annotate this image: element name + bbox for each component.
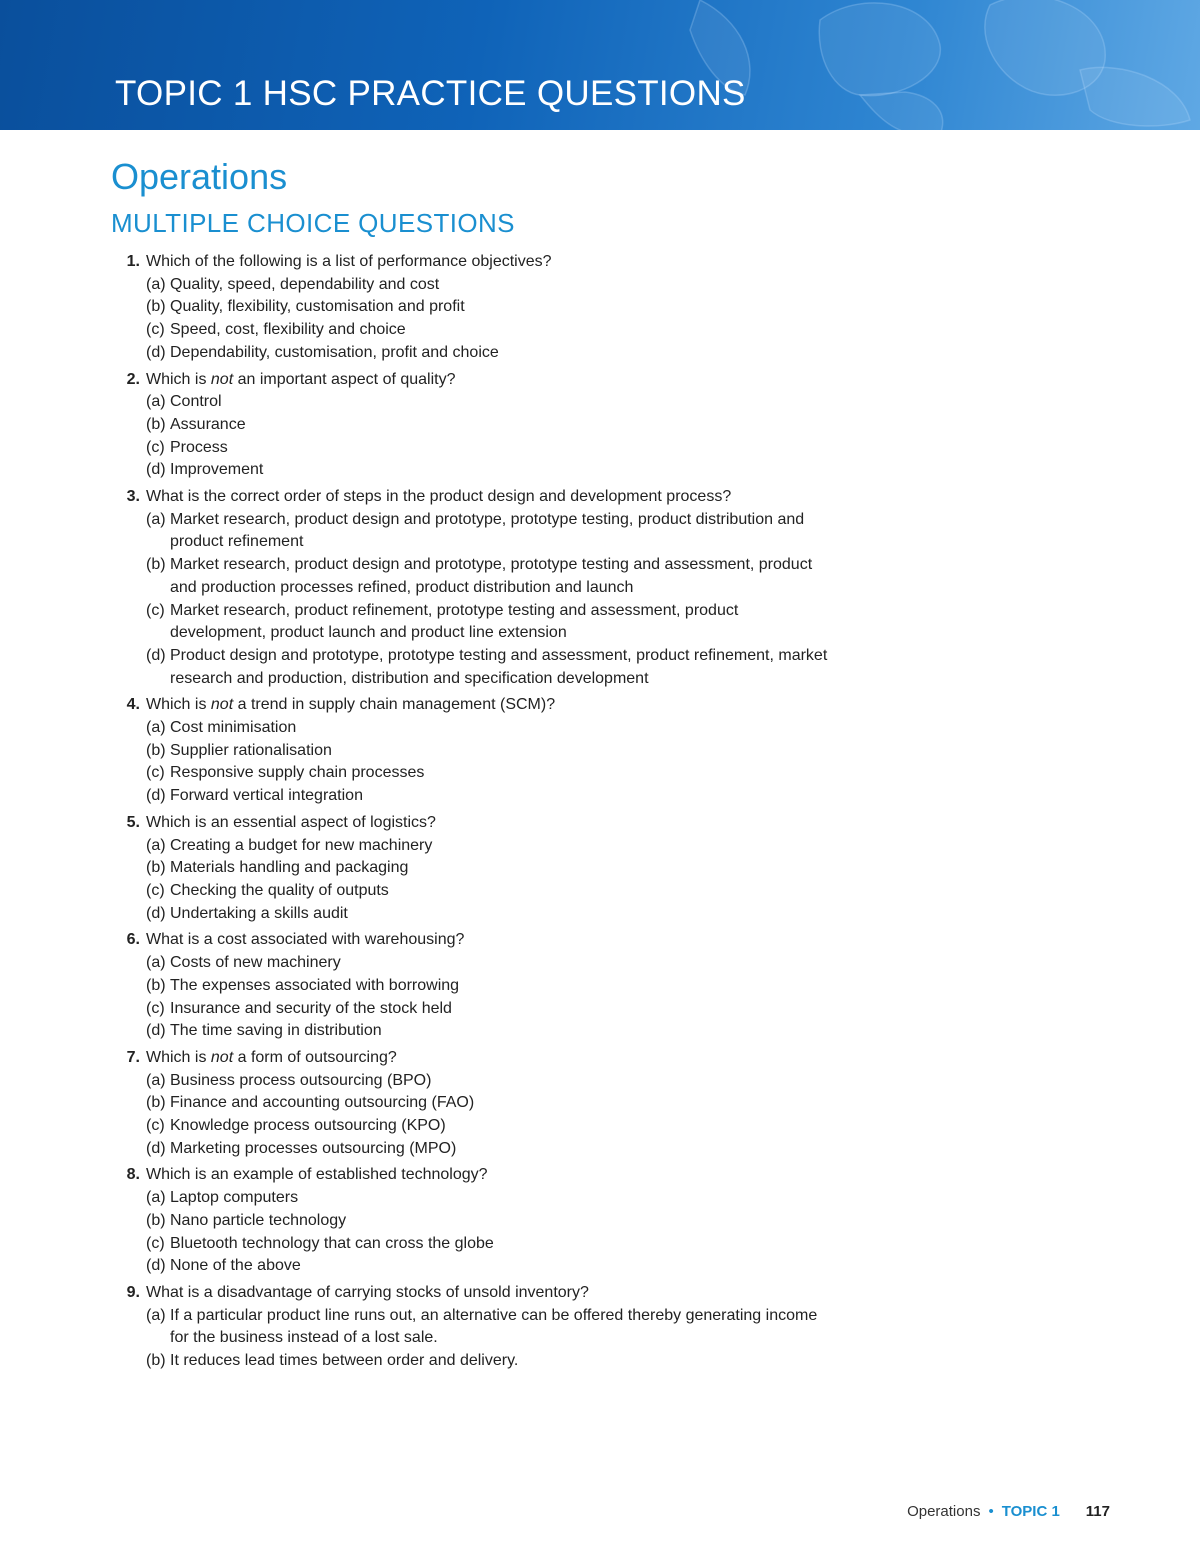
option-text: It reduces lead times between order and delivery. — [170, 1352, 519, 1370]
question-stem-text: Which is — [146, 370, 211, 388]
answer-option — [146, 1305, 832, 1350]
option-text: Insurance and security of the stock held — [170, 999, 452, 1017]
option-letter: (b) — [146, 1352, 166, 1370]
option-list — [112, 1305, 832, 1373]
option-text: The time saving in distribution — [170, 1022, 382, 1040]
option-letter: (a) — [146, 275, 166, 293]
answer-option — [146, 998, 832, 1021]
option-text: Cost minimisation — [170, 719, 297, 737]
answer-option — [146, 762, 832, 785]
option-text: Knowledge process outsourcing (KPO) — [170, 1117, 446, 1135]
question-stem-text: What is the correct order of steps in the product design and development process? — [146, 488, 732, 506]
answer-option — [146, 509, 832, 554]
question-stem — [112, 812, 832, 835]
option-list — [112, 509, 832, 691]
answer-option — [146, 342, 832, 365]
question-stem — [112, 251, 832, 274]
option-letter: (b) — [146, 298, 166, 316]
option-letter: (d) — [146, 1139, 166, 1157]
option-list — [112, 952, 832, 1043]
answer-option — [146, 1233, 832, 1256]
option-text: Nano particle technology — [170, 1211, 347, 1229]
option-text: Laptop computers — [170, 1189, 299, 1207]
question-item — [112, 486, 832, 690]
question-stem-text: an important aspect of quality? — [233, 370, 456, 388]
option-letter: (c) — [146, 999, 165, 1017]
option-list — [112, 1187, 832, 1278]
option-letter: (a) — [146, 1189, 166, 1207]
answer-option — [146, 1350, 832, 1373]
question-stem — [112, 1282, 832, 1305]
option-text: Market research, product refinement, prototype testing and assessment, product development, product launch and product line extension — [170, 601, 739, 642]
question-stem — [112, 1047, 832, 1070]
option-text: Market research, product design and prototype, prototype testing, product distribution and product refinement — [170, 510, 805, 551]
question-stem-emphasis: not — [210, 1048, 234, 1066]
option-text: Forward vertical integration — [170, 787, 363, 805]
answer-option — [146, 554, 832, 599]
option-letter: (a) — [146, 510, 166, 528]
option-text: Assurance — [170, 415, 246, 433]
option-text: Quality, flexibility, customisation and profit — [170, 298, 465, 316]
answer-option — [146, 1210, 832, 1233]
option-letter: (a) — [146, 1306, 166, 1324]
question-item — [112, 1047, 832, 1161]
question-stem — [112, 929, 832, 952]
question-stem-text: Which of the following is a list of performance objectives? — [146, 253, 552, 270]
answer-option — [146, 952, 832, 975]
question-stem — [112, 369, 832, 392]
question-stem — [112, 694, 832, 717]
question-stem-text: Which is an example of established technology? — [146, 1166, 488, 1184]
option-text: If a particular product line runs out, an alternative can be offered thereby generating income for the business instead of a lost sale. — [170, 1306, 818, 1347]
answer-option — [146, 1115, 832, 1138]
answer-option — [146, 296, 832, 319]
answer-option — [146, 437, 832, 460]
question-number: 2. — [126, 370, 140, 388]
option-letter: (b) — [146, 741, 166, 759]
answer-option — [146, 717, 832, 740]
option-text: The expenses associated with borrowing — [170, 976, 460, 994]
answer-option — [146, 274, 832, 297]
question-stem-text: Which is — [146, 1048, 211, 1066]
question-number: 3. — [126, 488, 140, 506]
option-letter: (a) — [146, 393, 166, 411]
answer-option — [146, 857, 832, 880]
section-subtitle: MULTIPLE CHOICE QUESTIONS — [111, 208, 515, 238]
question-stem — [112, 1164, 832, 1187]
section-title: Operations — [111, 156, 288, 197]
question-item — [112, 929, 832, 1043]
option-letter: (b) — [146, 859, 166, 877]
option-letter: (c) — [146, 321, 165, 339]
option-text: Speed, cost, flexibility and choice — [170, 321, 406, 339]
question-stem-emphasis: not — [210, 696, 234, 714]
answer-option — [146, 1020, 832, 1043]
answer-option — [146, 1187, 832, 1210]
answer-option — [146, 1070, 832, 1093]
option-letter: (c) — [146, 881, 165, 899]
banner-title: TOPIC 1 HSC PRACTICE QUESTIONS — [115, 74, 746, 113]
option-letter: (c) — [146, 764, 165, 782]
question-item — [112, 251, 832, 365]
option-list — [112, 1070, 832, 1161]
question-item — [112, 369, 832, 483]
option-letter: (a) — [146, 836, 166, 854]
option-text: Product design and prototype, prototype testing and assessment, product refinement, market research and production, distribution and specification development — [170, 646, 828, 687]
option-letter: (b) — [146, 1094, 166, 1112]
option-text: Checking the quality of outputs — [170, 881, 389, 899]
option-letter: (b) — [146, 1211, 166, 1229]
question-number: 6. — [126, 931, 140, 949]
question-number: 1. — [126, 253, 140, 270]
answer-option — [146, 880, 832, 903]
answer-option — [146, 600, 832, 645]
option-list — [112, 717, 832, 808]
topic-banner — [0, 0, 1200, 130]
footer-section: Operations — [907, 1503, 981, 1520]
footer-topic: TOPIC 1 — [1001, 1503, 1060, 1520]
option-list — [112, 835, 832, 926]
answer-option — [146, 1092, 832, 1115]
question-stem-emphasis: not — [210, 370, 234, 388]
option-text: Control — [170, 393, 222, 411]
answer-option — [146, 785, 832, 808]
option-text: Costs of new machinery — [170, 954, 341, 972]
question-item — [112, 1164, 832, 1278]
option-list — [112, 391, 832, 482]
question-number: 5. — [126, 813, 140, 831]
option-letter: (d) — [146, 461, 166, 479]
option-letter: (d) — [146, 1257, 166, 1275]
question-list — [112, 251, 832, 1377]
option-letter: (b) — [146, 415, 166, 433]
answer-option — [146, 740, 832, 763]
option-letter: (d) — [146, 787, 166, 805]
option-text: Marketing processes outsourcing (MPO) — [170, 1139, 457, 1157]
question-item — [112, 1282, 832, 1373]
footer-separator: • — [988, 1503, 994, 1520]
option-letter: (c) — [146, 438, 165, 456]
answer-option — [146, 835, 832, 858]
option-text: Creating a budget for new machinery — [170, 836, 433, 854]
question-item — [112, 694, 832, 808]
option-text: Undertaking a skills audit — [170, 904, 348, 922]
question-number: 4. — [126, 696, 140, 714]
question-stem-text: a form of outsourcing? — [233, 1048, 397, 1066]
option-letter: (b) — [146, 556, 166, 574]
option-text: Finance and accounting outsourcing (FAO) — [170, 1094, 475, 1112]
question-number: 8. — [126, 1166, 140, 1184]
option-letter: (b) — [146, 976, 166, 994]
option-text: Supplier rationalisation — [170, 741, 332, 759]
question-number: 7. — [126, 1048, 140, 1066]
option-letter: (c) — [146, 1234, 165, 1252]
option-text: Materials handling and packaging — [170, 859, 409, 877]
question-stem-text: What is a cost associated with warehousing? — [146, 931, 465, 949]
option-letter: (c) — [146, 601, 165, 619]
option-letter: (a) — [146, 954, 166, 972]
answer-option — [146, 1138, 832, 1161]
question-stem-text: Which is — [146, 696, 211, 714]
question-stem-text: Which is an essential aspect of logistics? — [146, 813, 436, 831]
option-letter: (d) — [146, 904, 166, 922]
option-text: Dependability, customisation, profit and choice — [170, 343, 499, 361]
option-letter: (d) — [146, 1022, 166, 1040]
answer-option — [146, 903, 832, 926]
answer-option — [146, 975, 832, 998]
question-stem-text: What is a disadvantage of carrying stocks of unsold inventory? — [146, 1283, 589, 1301]
question-stem — [112, 486, 832, 509]
question-item — [112, 812, 832, 926]
answer-option — [146, 645, 832, 690]
option-letter: (d) — [146, 343, 166, 361]
answer-option — [146, 459, 832, 482]
page-number: 117 — [1085, 1503, 1110, 1520]
option-text: Responsive supply chain processes — [170, 764, 425, 782]
answer-option — [146, 391, 832, 414]
option-text: Process — [170, 438, 228, 456]
option-text: None of the above — [170, 1257, 301, 1275]
option-text: Quality, speed, dependability and cost — [170, 275, 440, 293]
answer-option — [146, 319, 832, 342]
question-stem-text: a trend in supply chain management (SCM)? — [233, 696, 556, 714]
answer-option — [146, 1255, 832, 1278]
answer-option — [146, 414, 832, 437]
option-text: Improvement — [170, 461, 264, 479]
option-letter: (d) — [146, 646, 166, 664]
option-letter: (a) — [146, 1071, 166, 1089]
option-text: Market research, product design and prototype, prototype testing and assessment, product and production processes refined, product distribution and launch — [170, 556, 813, 596]
option-text: Bluetooth technology that can cross the globe — [170, 1234, 494, 1252]
option-letter: (a) — [146, 719, 166, 737]
page-footer — [907, 1503, 1110, 1520]
option-letter: (c) — [146, 1117, 165, 1135]
option-list — [112, 274, 832, 365]
option-text: Business process outsourcing (BPO) — [170, 1071, 432, 1089]
question-number: 9. — [126, 1283, 140, 1301]
